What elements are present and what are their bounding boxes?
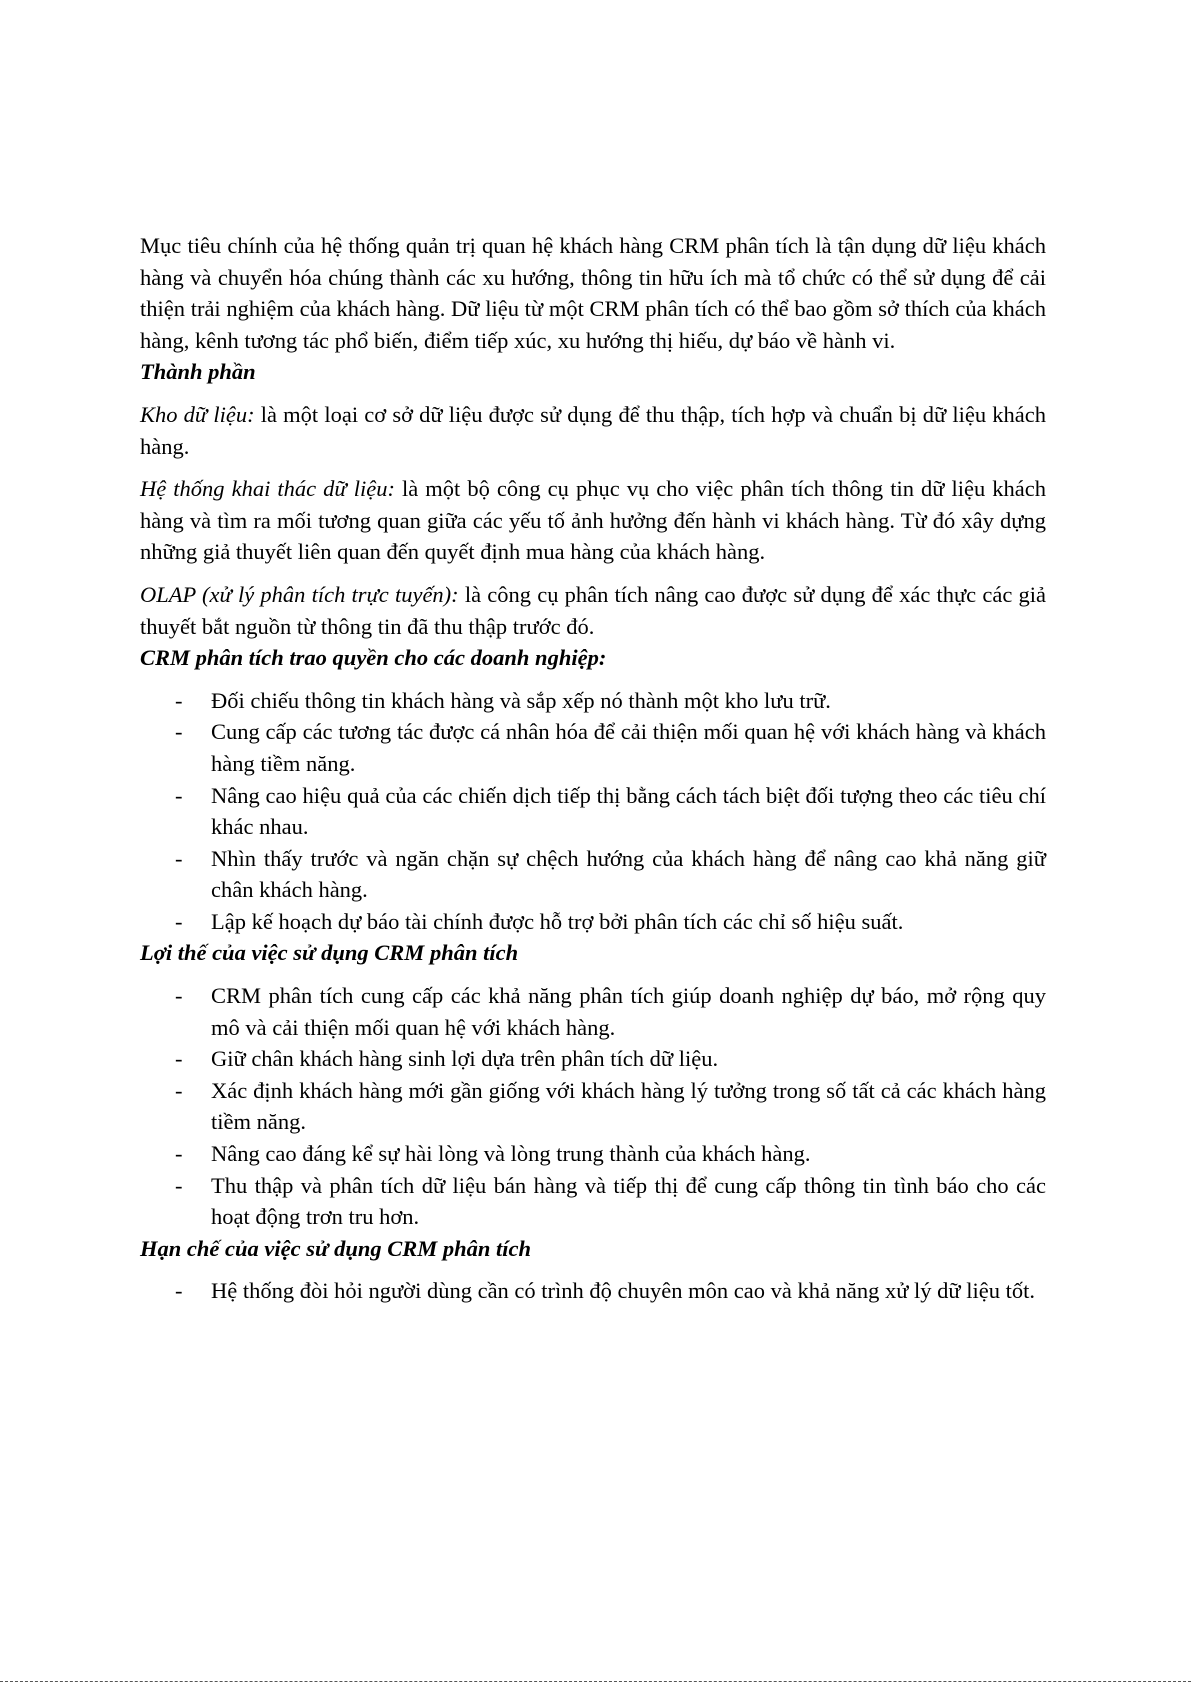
dash-bullet: - (175, 687, 183, 713)
dash-bullet: - (175, 983, 183, 1009)
list-item (140, 1043, 1046, 1075)
component-text: là một bộ công cụ phục vụ cho việc phân tích thông tin dữ liệu khách hàng và tìm ra mối tương quan giữa các yếu tố ảnh hưởng đến hành vi khách hàng. Từ đó xây dựng những giả thuyết liên quan đến quyết định mua hàng của khách hàng. (140, 476, 1046, 565)
advantages-list (140, 980, 1046, 1233)
dash-bullet: - (175, 1141, 183, 1167)
list-item (140, 906, 1046, 938)
component-term: Kho dữ liệu: (140, 401, 255, 427)
list-item-text: Xác định khách hàng mới gần giống với khách hàng lý tưởng trong số tất cả các khách hàng tiềm năng. (211, 1077, 1046, 1135)
list-item-text: Hệ thống đòi hỏi người dùng cần có trình độ chuyên môn cao và khả năng xử lý dữ liệu tốt. (211, 1278, 1035, 1304)
list-item (140, 1275, 1046, 1307)
dash-bullet: - (175, 908, 183, 934)
list-item-text: Cung cấp các tương tác được cá nhân hóa để cải thiện mối quan hệ với khách hàng và khách hàng tiềm năng. (211, 719, 1046, 776)
component-term: OLAP (xử lý phân tích trực tuyến): (140, 581, 459, 607)
section-heading-components: Thành phần (140, 359, 256, 385)
document-body (140, 230, 1046, 1307)
list-item (140, 1138, 1046, 1170)
list-item-text: Nhìn thấy trước và ngăn chặn sự chệch hướng của khách hàng để nâng cao khả năng giữ chân khách hàng. (211, 845, 1046, 903)
list-item-text: Đối chiếu thông tin khách hàng và sắp xếp nó thành một kho lưu trữ. (211, 687, 831, 713)
list-item (140, 780, 1046, 843)
dash-bullet: - (175, 719, 183, 745)
section-heading-advantages: Lợi thế của việc sử dụng CRM phân tích (140, 940, 519, 966)
component-text: là công cụ phân tích nâng cao được sử dụng để xác thực các giả thuyết bắt nguồn từ thông tin đã thu thập trước đó. (140, 581, 1046, 639)
dash-bullet: - (175, 1172, 183, 1198)
dash-bullet: - (175, 782, 183, 808)
list-item-text: Thu thập và phân tích dữ liệu bán hàng và tiếp thị để cung cấp thông tin tình báo cho các hoạt động trơn tru hơn. (211, 1172, 1046, 1230)
intro-paragraph: Mục tiêu chính của hệ thống quản trị quan hệ khách hàng CRM phân tích là tận dụng dữ liệu khách hàng và chuyển hóa chúng thành các xu hướng, thông tin hữu ích mà tổ chức có thể sử dụng để cải thiện trải nghiệm của khách hàng. Dữ liệu từ một CRM phân tích có thể bao gồm sở thích của khách hàng, kênh tương tác phổ biến, điểm tiếp xúc, xu hướng thị hiếu, dự báo về hành vi. (140, 233, 1046, 353)
list-item-text: Nâng cao đáng kể sự hài lòng và lòng trung thành của khách hàng. (211, 1141, 811, 1167)
list-item (140, 843, 1046, 906)
list-item (140, 685, 1046, 717)
list-item-text: Giữ chân khách hàng sinh lợi dựa trên phân tích dữ liệu. (211, 1046, 719, 1072)
section-heading-empower: CRM phân tích trao quyền cho các doanh nghiệp: (140, 645, 607, 671)
dash-bullet: - (175, 1278, 183, 1304)
component-text: là một loại cơ sở dữ liệu được sử dụng để thu thập, tích hợp và chuẩn bị dữ liệu khách hàng. (140, 401, 1047, 459)
list-item-text: Lập kế hoạch dự báo tài chính được hỗ trợ bởi phân tích các chỉ số hiệu suất. (211, 908, 904, 934)
dash-bullet: - (175, 845, 183, 871)
list-item (140, 716, 1046, 779)
section-heading-limitations: Hạn chế của việc sử dụng CRM phân tích (140, 1235, 532, 1261)
list-item (140, 1075, 1046, 1138)
list-item (140, 1170, 1046, 1233)
dash-bullet: - (175, 1077, 183, 1103)
empower-list (140, 685, 1046, 938)
component-paragraph-warehouse (140, 399, 1046, 462)
component-term: Hệ thống khai thác dữ liệu: (140, 476, 395, 502)
component-paragraph-olap (140, 579, 1046, 642)
list-item (140, 980, 1046, 1043)
list-item-text: Nâng cao hiệu quả của các chiến dịch tiếp thị bằng cách tách biệt đối tượng theo các tiêu chí khác nhau. (211, 782, 1046, 840)
list-item-text: CRM phân tích cung cấp các khả năng phân tích giúp doanh nghiệp dự báo, mở rộng quy mô và cải thiện mối quan hệ với khách hàng. (211, 983, 1046, 1040)
component-paragraph-mining (140, 473, 1046, 568)
limitations-list (140, 1275, 1046, 1307)
dash-bullet: - (175, 1046, 183, 1072)
page-bottom-divider (0, 1681, 1191, 1682)
